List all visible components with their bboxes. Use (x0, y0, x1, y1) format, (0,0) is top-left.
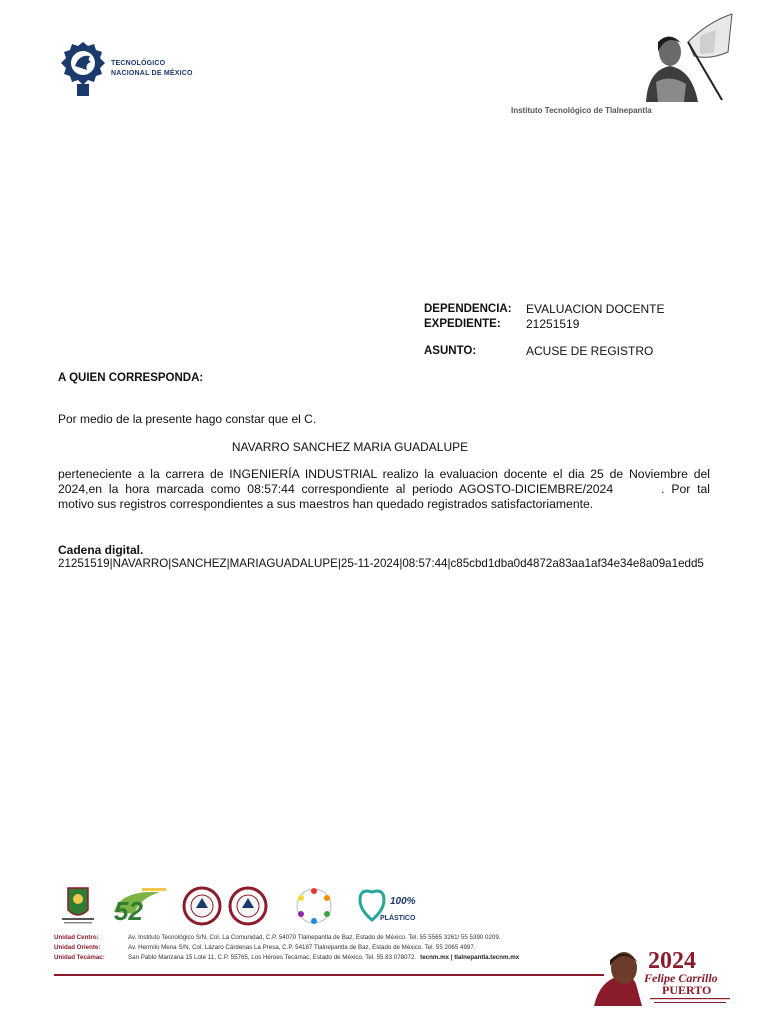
institute-name: Instituto Tecnológico de Tlalnepantla (511, 106, 652, 115)
asunto-value: ACUSE DE REGISTRO (526, 344, 654, 358)
anniversary-52-logo (114, 888, 166, 926)
seal-logo-1 (184, 888, 220, 924)
emblem-name-line-2: PUERTO (662, 983, 712, 997)
emblem-year: 2024 (648, 948, 696, 974)
unit-label: Unidad Oriente: (54, 944, 101, 951)
intro-sentence: Por medio de la presente hago constar que el C. (58, 412, 317, 426)
student-name: NAVARRO SANCHEZ MARIA GUADALUPE (231, 440, 469, 454)
tecnm-wordmark (111, 59, 193, 79)
digital-chain-value: 21251519|NAVARRO|SANCHEZ|MARIAGUADALUPE|25-11-2024|08:57:44|c85cbd1dba0d4872a83aa1af34e34e8a09a1edd5 (58, 557, 704, 570)
expediente-label: EXPEDIENTE: (424, 318, 501, 330)
tlalnepantla-shield-logo (62, 888, 94, 924)
dependencia-value: EVALUACION DOCENTE (526, 302, 665, 316)
dependencia-label: DEPENDENCIA: (424, 303, 512, 315)
unit-address: Av. Hermilo Mena S/N, Col. Lázaro Cárdenas La Presa, C.P. 54187 Tlalnepantla de Baz, Estado de México. Tel. 55 2065 4997. (128, 944, 476, 951)
plastic-free-badge (360, 891, 416, 922)
seal-logo-2 (230, 888, 266, 924)
certification-paragraph (58, 467, 710, 512)
badge-percent: 100% (390, 896, 416, 907)
asunto-label: ASUNTO: (424, 345, 477, 357)
address-row-tecamac (54, 954, 519, 962)
badge-word: PLÁSTICO (380, 915, 416, 922)
address-row-oriente (54, 944, 476, 952)
year-2024-felipe-carrillo-puerto-emblem (590, 940, 740, 1010)
expediente-value: 21251519 (526, 317, 580, 331)
footer-logo-strip (60, 884, 430, 928)
tecnm-gear-logo (60, 40, 106, 98)
paragraph-part-2: . Por tal motivo sus registros correspondientes a sus maestros han quedado registrados satisfactoriamente. (58, 482, 710, 511)
emblem-name-line-1: Felipe Carrillo (644, 971, 718, 985)
unit-address: San Pablo Manzana 15 Lote 11, C.P. 55765, Los Héroes Tecámac, Estado de México. Tel. 55 83 078072. (128, 954, 417, 961)
anniversary-number: 52 (114, 896, 143, 926)
tecnm-line-2: NACIONAL DE MÉXICO (111, 70, 193, 77)
paragraph-part-1: perteneciente a la carrera de INGENIERÍA INDUSTRIAL realizo la evaluacion docente el dia 25 de Noviembre del 2024,en la hora marcada como 08:57:44 correspondiente al periodo AGOSTO-DICIEMBRE/2024 (58, 467, 710, 496)
footer-divider (54, 974, 604, 976)
unit-label: Unidad Centro: (54, 934, 99, 941)
inclusion-ring-logo (297, 888, 331, 924)
salutation: A QUIEN CORRESPONDA: (58, 372, 204, 384)
website-links[interactable]: tecnm.mx | tlalnepantla.tecnm.mx (420, 954, 520, 961)
unit-label: Unidad Tecámac: (54, 954, 105, 961)
unit-address: Av. Instituto Tecnológico S/N, Col. La Comunidad, C.P. 54070 Tlalnepantla de Baz, Estado de México. Tel. 55 5565 3261/ 55 5390 0209. (128, 934, 501, 941)
address-row-centro (54, 934, 501, 942)
heroine-flag-illustration (638, 12, 734, 104)
tecnm-line-1: TECNOLÓGICO (111, 60, 166, 67)
digital-chain-title: Cadena digital. (58, 543, 144, 557)
